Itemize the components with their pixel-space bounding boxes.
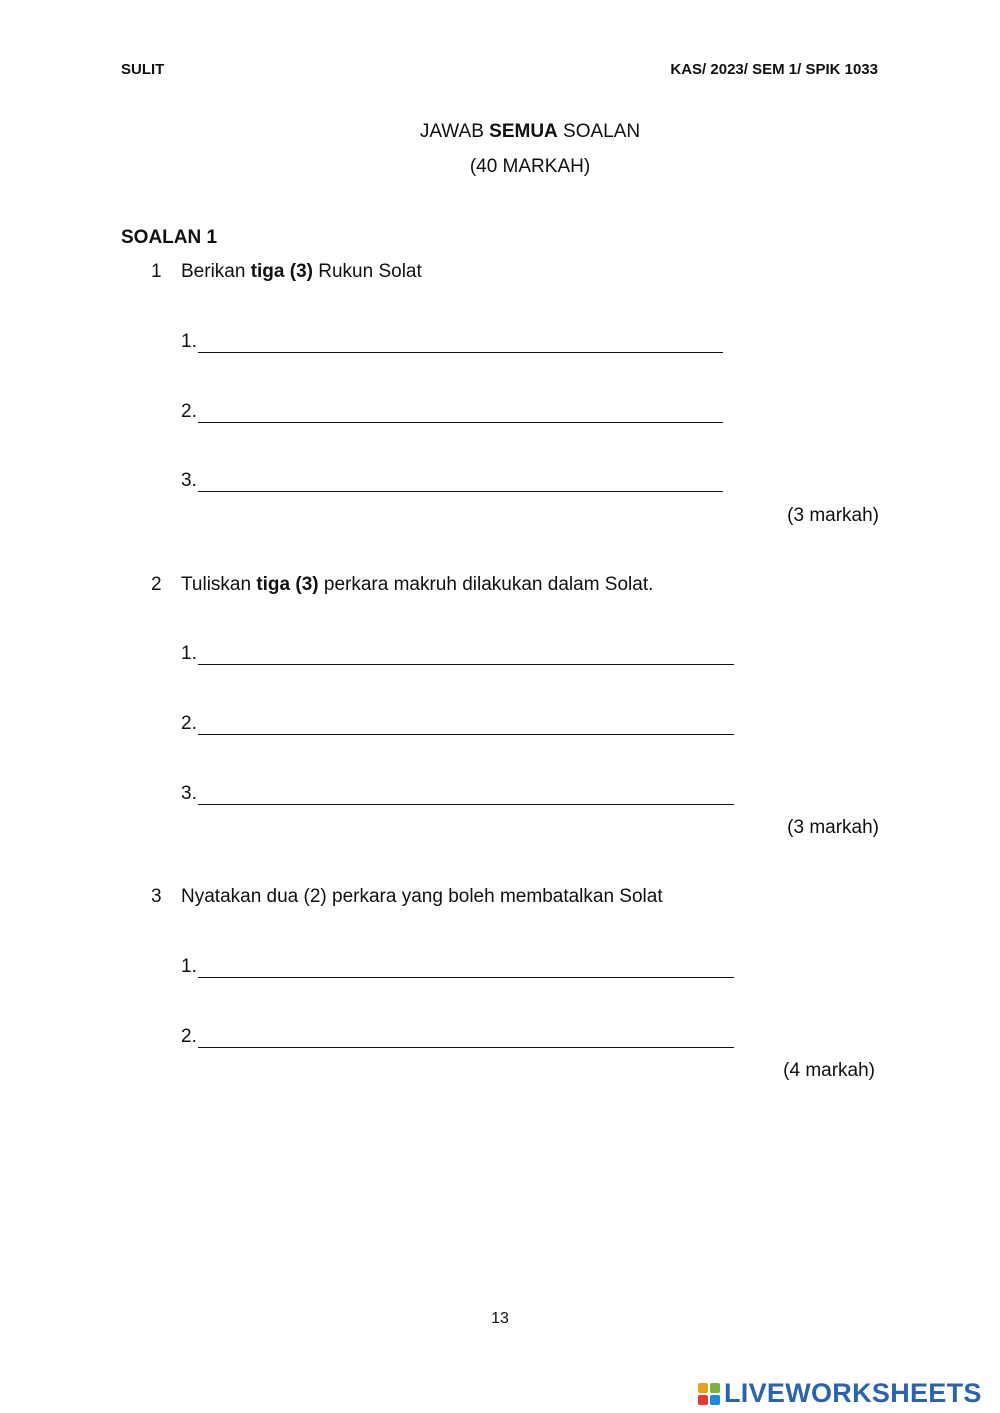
answer-rule[interactable] — [198, 958, 734, 978]
header-left: SULIT — [121, 61, 165, 78]
answer-label: 1. — [181, 331, 197, 352]
answer-line[interactable] — [181, 956, 734, 978]
question-1-number: 1 — [151, 261, 162, 282]
question-3-text — [181, 886, 663, 908]
question-2-text-bold: tiga (3) — [256, 574, 319, 595]
question-2-marks: (3 markah) — [787, 817, 879, 838]
answer-rule[interactable] — [198, 333, 723, 353]
logo-block — [710, 1395, 720, 1405]
answer-rule[interactable] — [198, 472, 723, 492]
answer-rule[interactable] — [198, 785, 734, 805]
question-1-text-post: Rukun Solat — [312, 261, 422, 282]
answer-label: 1. — [181, 643, 197, 664]
logo-blocks-icon — [698, 1383, 720, 1405]
answer-label: 2. — [181, 401, 197, 422]
question-2-text — [181, 574, 653, 596]
answer-rule[interactable] — [198, 645, 734, 665]
question-3-text-pre: Nyatakan dua (2) perkara yang boleh membatalkan Solat — [181, 886, 663, 907]
answer-rule[interactable] — [198, 715, 734, 735]
instruction-suffix: SOALAN — [557, 121, 641, 142]
logo-block — [698, 1395, 708, 1405]
answer-line[interactable] — [181, 401, 723, 423]
instruction-bold: SEMUA — [489, 121, 558, 142]
answer-line[interactable] — [181, 643, 734, 665]
answer-line[interactable] — [181, 331, 723, 353]
answer-line[interactable] — [181, 1026, 734, 1048]
logo-block — [698, 1383, 708, 1393]
question-1-text-bold: tiga (3) — [250, 261, 313, 282]
answer-rule[interactable] — [198, 1028, 734, 1048]
answer-label: 3. — [181, 783, 197, 804]
instruction-line — [0, 121, 1000, 143]
header-right: KAS/ 2023/ SEM 1/ SPIK 1033 — [670, 61, 878, 78]
liveworksheets-logo — [698, 1378, 982, 1409]
answer-label: 2. — [181, 1026, 197, 1047]
logo-block — [710, 1383, 720, 1393]
question-2-text-pre: Tuliskan — [181, 574, 257, 595]
question-1-text-pre: Berikan — [181, 261, 251, 282]
answer-label: 3. — [181, 470, 197, 491]
question-2-number: 2 — [151, 574, 162, 595]
answer-rule[interactable] — [198, 403, 723, 423]
logo-brand-text: LIVEWORKSHEETS — [724, 1378, 982, 1408]
answer-line[interactable] — [181, 713, 734, 735]
question-2-text-post: perkara makruh dilakukan dalam Solat. — [318, 574, 654, 595]
answer-line[interactable] — [181, 783, 734, 805]
answer-label: 1. — [181, 956, 197, 977]
question-1-text — [181, 261, 422, 283]
question-1-marks: (3 markah) — [787, 505, 879, 526]
section-title: SOALAN 1 — [121, 227, 218, 248]
question-3-marks: (4 markah) — [783, 1060, 875, 1081]
instruction-prefix: JAWAB — [419, 121, 490, 142]
answer-line[interactable] — [181, 470, 723, 492]
question-3-number: 3 — [151, 886, 162, 907]
answer-label: 2. — [181, 713, 197, 734]
total-marks: (40 MARKAH) — [469, 156, 591, 177]
page-number: 13 — [491, 1310, 509, 1327]
